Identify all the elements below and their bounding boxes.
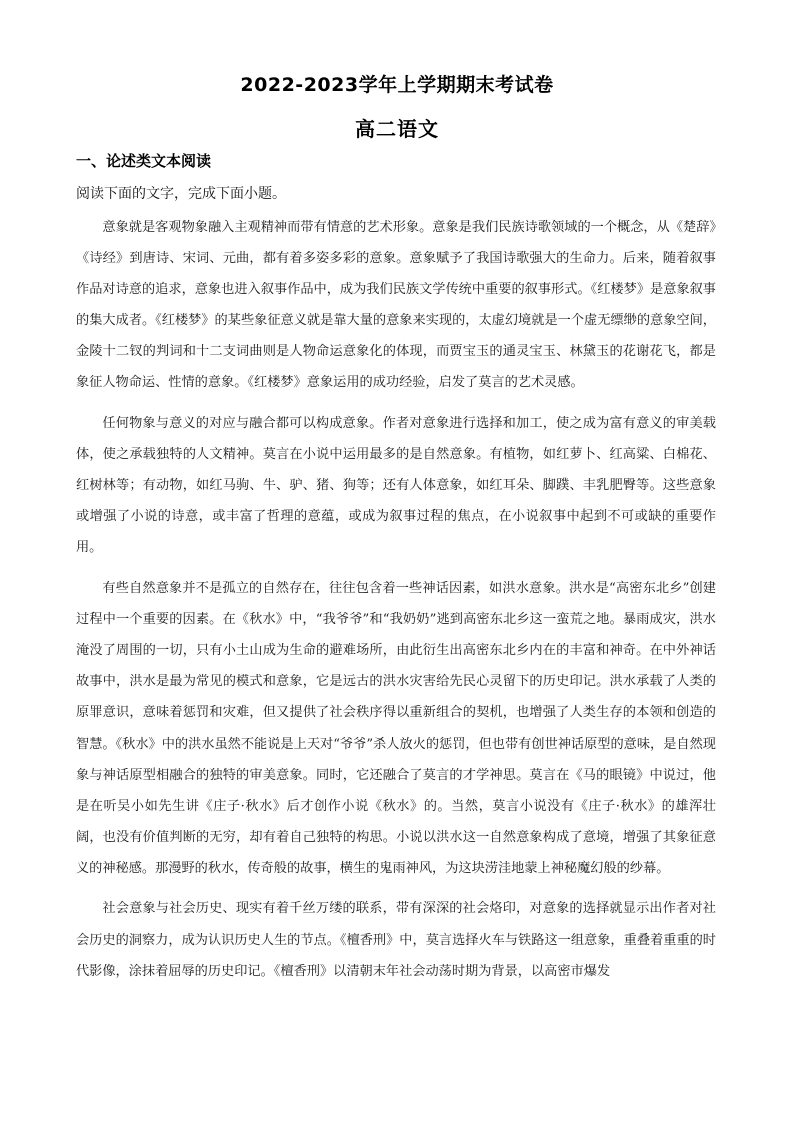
passage-paragraph-3: 有些自然意象并不是孤立的自然存在，往往包含着一些神话因素，如洪水意象。洪水是“高密东北乡”创建过程中一个重要的因素。在《秋水》中，“我爷爷”和“我奶奶”逃到高密东北乡这一蛮荒之地。暴雨成灾，洪水淹没了周围的一切，只有小土山成为生命的避难场所，由此衍生出高密东北乡内在的丰富和神奇。在中外神话故事中，洪水是最为常见的模式和意象，它是远古的洪水灾害给先民心灵留下的历史印记。洪水承载了人类的原罪意识，意味着惩罚和灾难，但又提供了社会秩序得以重新组合的契机，也增强了人类生存的本领和创造的智慧。《秋水》中的洪水虽然不能说是上天对“爷爷”杀人放火的惩罚，但也带有创世神话原型的意味，是自然现象与神话原型相融合的独特的审美意象。同时，它还融合了莫言的才学神思。莫言在《马的眼镜》中说过，他是在听吴小如先生讲《庄子·秋水》后才创作小说《秋水》的。当然，莫言小说没有《庄子·秋水》的雄浑壮阔，也没有价值判断的无穷，却有着自己独特的构思。小说以洪水这一自然意象构成了意境，增强了其象征意义的神秘感。那漫野的秋水，传奇般的故事，横生的鬼雨神风，为这块涝洼地蒙上神秘魔幻般的纱幕。 bbox=[76, 581, 716, 876]
reading-passage bbox=[76, 212, 716, 996]
passage-paragraph-2: 任何物象与意义的对应与融合都可以构成意象。作者对意象进行选择和加工，使之成为富有意义的审美载体，使之承载独特的人文精神。莫言在小说中运用最多的是自然意象。有植物，如红萝卜、红高粱、白棉花、红树林等；有动物，如红马驹、牛、驴、猪、狗等；还有人体意象，如红耳朵、脚蹼、丰乳肥臀等。这些意象或增强了小说的诗意，或丰富了哲理的意蕴，或成为叙事过程的焦点，在小说叙事中起到不可或缺的重要作用。 bbox=[76, 416, 716, 556]
passage-paragraph-1: 意象就是客观物象融入主观精神而带有情意的艺术形象。意象是我们民族诗歌领域的一个概念，从《楚辞》《诗经》到唐诗、宋词、元曲，都有着多姿多彩的意象。意象赋予了我国诗歌强大的生命力。后来，随着叙事作品对诗意的追求，意象也进入叙事作品中，成为我们民族文学传统中重要的叙事形式。《红楼梦》是意象叙事的集大成者。《红楼梦》的某些象征意义就是靠大量的意象来实现的，太虚幻境就是一个虚无缥缈的意象空间，金陵十二钗的判词和十二支词曲则是人物命运意象化的体现，而贾宝玉的通灵宝玉、林黛玉的花谢花飞，都是象征人物命运、性情的意象。《红楼梦》意象运用的成功经验，启发了莫言的艺术灵感。 bbox=[76, 220, 716, 391]
reading-instruction: 阅读下面的文字，完成下面小题。 bbox=[76, 186, 286, 202]
exam-title: 2022-2023学年上学期期末考试卷 bbox=[240, 74, 554, 96]
passage-paragraph-4: 社会意象与社会历史、现实有着千丝万缕的联系，带有深深的社会烙印，对意象的选择就显示出作者对社会历史的洞察力，成为认识历史人生的节点。《檀香刑》中，莫言选择火车与铁路这一组意象，重叠着重重的时代影像，涂抹着屈辱的历史印记。《檀香刑》以清朝末年社会动荡时期为背景，以高密市爆发 bbox=[76, 901, 716, 979]
subject-title: 高二语文 bbox=[355, 117, 439, 141]
section-heading: 一、论述类文本阅读 bbox=[76, 152, 212, 170]
